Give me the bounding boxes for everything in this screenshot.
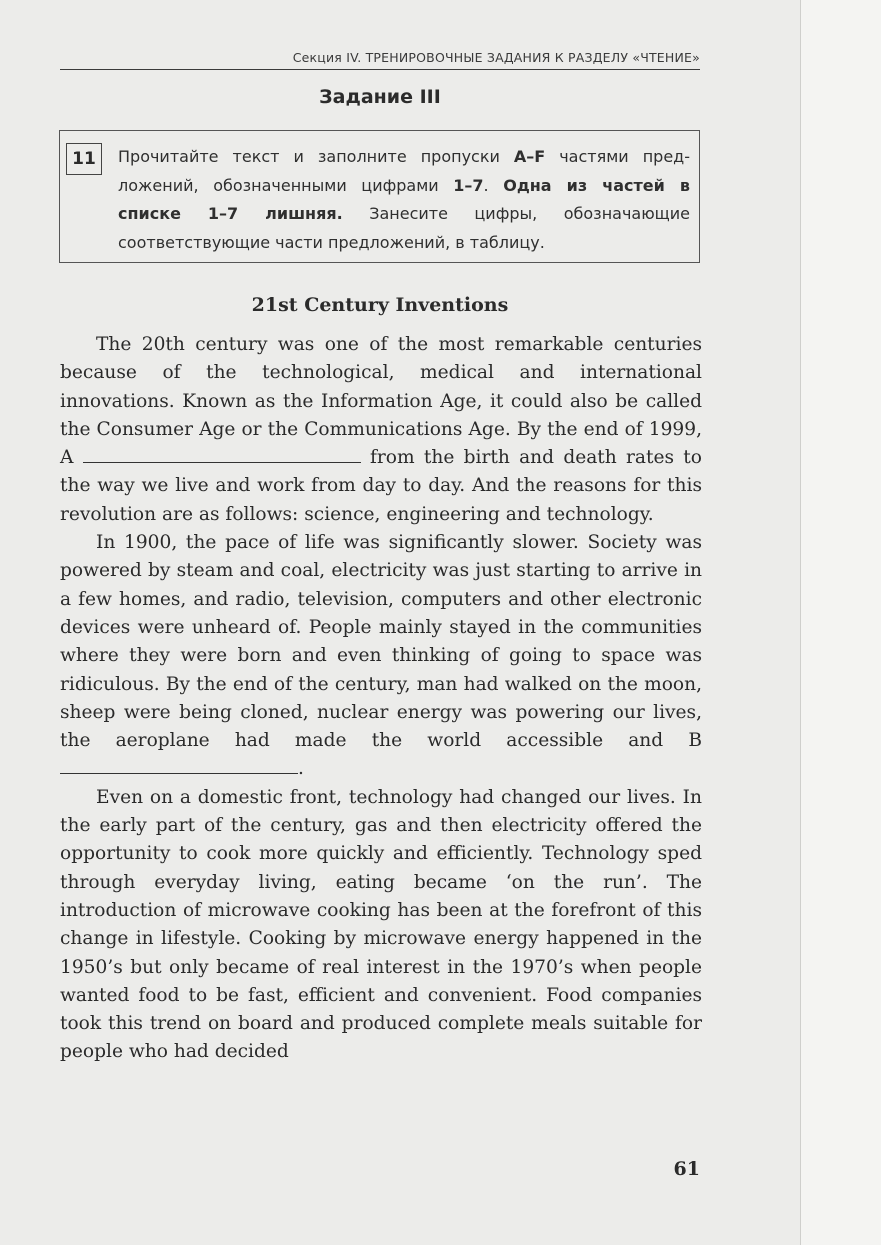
gap-b-blank[interactable] — [60, 755, 298, 774]
article-body — [60, 331, 702, 1067]
task-instruction — [118, 143, 690, 257]
task-title: Задание III — [319, 86, 441, 108]
page-number: 61 — [673, 1158, 700, 1180]
instruction-bold-part: 1–7 — [453, 175, 484, 195]
paragraph-text: In 1900, the pace of life was significantly slower. Society was powered by steam and coal, electricity was just starting to arrive in a few homes, and radio, television, computers and other electronic devices were unheard of. People mainly stayed in the communities where they were born and even thinking of going to space was ridiculous. By the end of the century, man had walked on the moon, sheep were being cloned, nuclear energy was powering our lives, the aeroplane had made the world accessible and B — [60, 532, 702, 752]
paragraph-text: from the birth and death rates to the way we live and work from day to day. And the reasons for this revolution are as follows: science, engineering and technology. — [60, 447, 702, 525]
instruction-bold-part: A–F — [513, 147, 546, 166]
instruction-part: Занесите цифры, обозначающие соответствующие части предложений, в таблицу. — [118, 204, 690, 252]
next-page-edge — [800, 0, 881, 1245]
paragraph-1 — [60, 331, 702, 529]
task-number: 11 — [66, 143, 102, 175]
instruction-part: Прочитайте текст и заполните пропуски — [118, 147, 514, 166]
instruction-part: частями пред-ложений, обозначенными цифрами — [118, 147, 690, 195]
instruction-part: . — [483, 175, 504, 195]
paragraph-3: Even on a domestic front, technology had changed our lives. In the early part of the century, gas and then electricity offered the opportunity to cook more quickly and efficiently. Technology sped through everyday living, eating became ‘on the run’. The introduction of microwave cooking has been at the forefront of this change in lifestyle. Cooking by microwave energy happened in the 1950’s but only became of real interest in the 1970’s when people wanted food to be fast, efficient and convenient. Food companies took this trend on board and produced complete meals suitable for people who had decided — [60, 786, 702, 1063]
paragraph-text: . — [298, 758, 304, 780]
paragraph-2 — [60, 529, 702, 784]
task-instruction-box — [59, 130, 700, 263]
article-title: 21st Century Inventions — [251, 294, 509, 316]
paragraph-text: The 20th century was one of the most remarkable centuries because of the technological, medical and international innovations. Known as the Information Age, it could also be called the Consumer Age or the Communications Age. By the end of 1999, A — [60, 334, 702, 469]
running-header: Секция IV. ТРЕНИРОВОЧНЫЕ ЗАДАНИЯ К РАЗДЕЛУ «ЧТЕНИЕ» — [60, 50, 700, 70]
gap-a-blank[interactable] — [83, 444, 361, 463]
instruction-bold-part: Одна из частей в списке 1–7 лишняя. — [118, 175, 691, 223]
